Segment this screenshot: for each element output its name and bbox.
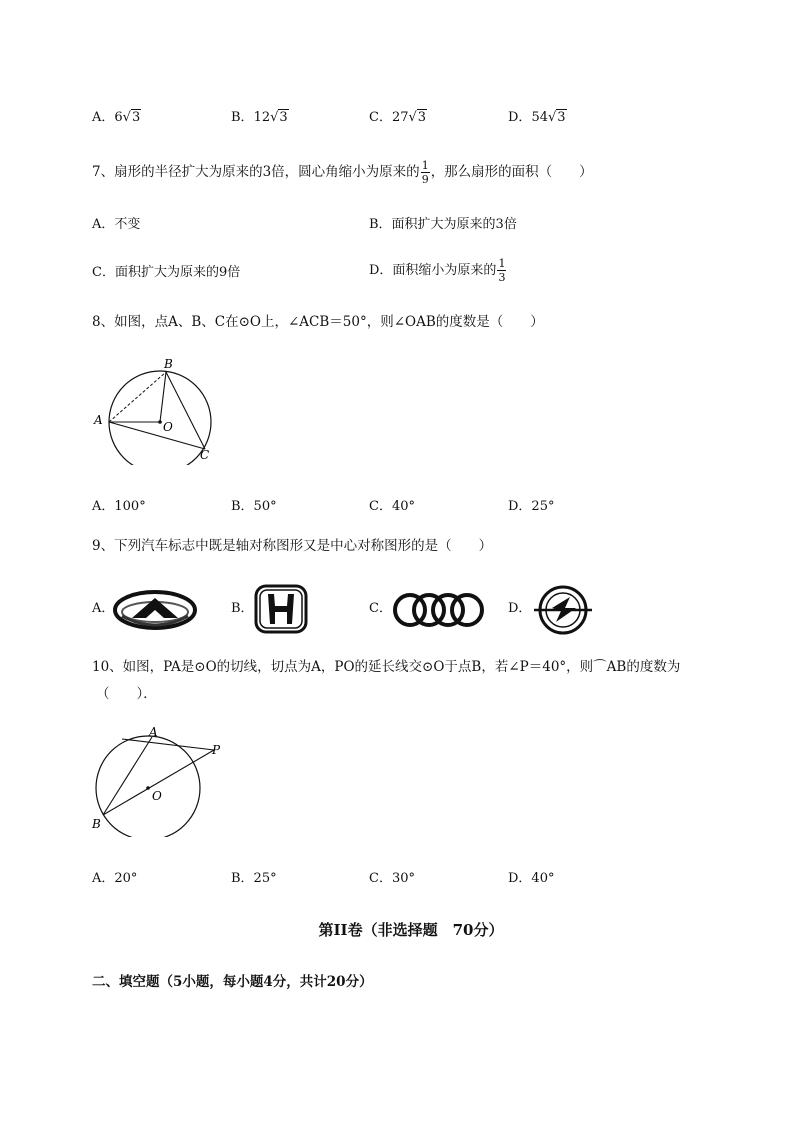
- section-title: 第II卷（非选择题 70分）: [318, 921, 504, 939]
- radicand: 3: [557, 110, 566, 125]
- option-coef: 54: [531, 110, 548, 125]
- option-letter: A．: [92, 110, 115, 125]
- q8-label-o: O: [163, 420, 173, 434]
- option-letter: C．: [369, 110, 392, 125]
- q10-label-a: A: [149, 725, 158, 739]
- q8-figure: [88, 350, 223, 465]
- q8-option-c: C．40°: [369, 499, 415, 514]
- q8-label-c: C: [200, 448, 210, 462]
- q6-option-c: [369, 111, 427, 124]
- option-coef: 27: [391, 110, 409, 125]
- option-coef: 12: [253, 110, 271, 125]
- honda-logo-icon: [254, 584, 308, 634]
- option-letter: B．: [231, 110, 254, 125]
- section-subtitle: 二、填空题（5小题，每小题4分，共计20分）: [92, 974, 373, 990]
- q8-option-d: D．25°: [508, 499, 555, 514]
- fraction-denominator: 3: [498, 271, 506, 284]
- q10-label-o: O: [152, 789, 162, 803]
- q8-segment-ac: [109, 422, 205, 449]
- q9-option-c-letter: C．: [369, 601, 392, 616]
- q10-segment-ab: [103, 737, 152, 815]
- q10-figure: [86, 722, 226, 837]
- q6-option-d: [508, 111, 567, 124]
- fraction-numerator: 1: [421, 159, 429, 172]
- option-letter: D．: [508, 110, 532, 125]
- q7-option-d: [369, 258, 507, 283]
- option-coef: 6: [114, 110, 123, 125]
- q10-stem-line2: （ ）．: [96, 686, 157, 702]
- q8-stem: 8、如图，点A、B、C在⊙O上，∠ACB＝50°，则∠OAB的度数是（ ）: [92, 314, 544, 330]
- sqrt-symbol: √3: [408, 110, 427, 125]
- q10-option-a: A．20°: [92, 871, 138, 886]
- q10-label-b: B: [92, 817, 101, 831]
- q8-chord-ab-dashed: [109, 372, 166, 422]
- q10-option-b: B．25°: [231, 871, 277, 886]
- sqrt-symbol: √3: [122, 110, 141, 125]
- q9-option-a-letter: A．: [92, 601, 115, 616]
- q8-option-b: B．50°: [231, 499, 277, 514]
- q7-fraction: [421, 160, 430, 185]
- q7-option-c: C．面积扩大为原来的9倍: [92, 265, 241, 280]
- q7-option-a: A．不变: [92, 217, 141, 232]
- q8-label-a: A: [94, 413, 103, 427]
- q10-option-c: C．30°: [369, 871, 415, 886]
- q6-option-a: [92, 111, 141, 124]
- q8-center-dot: [158, 420, 162, 424]
- q9-option-d-letter: D．: [508, 601, 532, 616]
- q10-center-dot: [146, 786, 150, 790]
- q7-option-d-text: D．面积缩小为原来的: [369, 263, 497, 278]
- q7-stem-text-end: ，那么扇形的面积（ ）: [430, 164, 593, 180]
- sqrt-symbol: √3: [547, 110, 566, 125]
- q10-stem-line1: 10、如图，PA是⊙O的切线，切点为A，PO的延长线交⊙O于点B，若∠P＝40°，则⌒AB的度数为: [92, 659, 681, 675]
- q10-option-d: D．40°: [508, 871, 555, 886]
- q9-option-b-letter: B．: [231, 601, 254, 616]
- q7-stem-text: 7、扇形的半径扩大为原来的3倍，圆心角缩小为原来的: [92, 164, 420, 180]
- q7-stem: [92, 160, 593, 185]
- q9-stem: 9、下列汽车标志中既是轴对称图形又是中心对称图形的是（ ）: [92, 538, 493, 554]
- radicand: 3: [279, 110, 288, 125]
- sqrt-symbol: √3: [270, 110, 288, 125]
- q8-label-b: B: [164, 357, 173, 371]
- fraction-numerator: 1: [498, 257, 506, 270]
- q8-option-a: A．100°: [92, 499, 146, 514]
- q8-segment-ob: [160, 372, 166, 422]
- q7-option-d-fraction: [497, 258, 506, 283]
- q10-label-p: P: [212, 743, 221, 757]
- q7-option-b: B．面积扩大为原来的3倍: [369, 217, 517, 232]
- q6-option-b: [231, 111, 289, 124]
- infiniti-logo-icon: [112, 588, 198, 632]
- radicand: 3: [131, 110, 141, 125]
- q8-segment-bc: [166, 372, 205, 449]
- radicand: 3: [417, 110, 427, 125]
- fraction-denominator: 9: [421, 173, 429, 186]
- audi-logo-icon: [391, 590, 485, 630]
- opel-logo-icon: [532, 584, 594, 636]
